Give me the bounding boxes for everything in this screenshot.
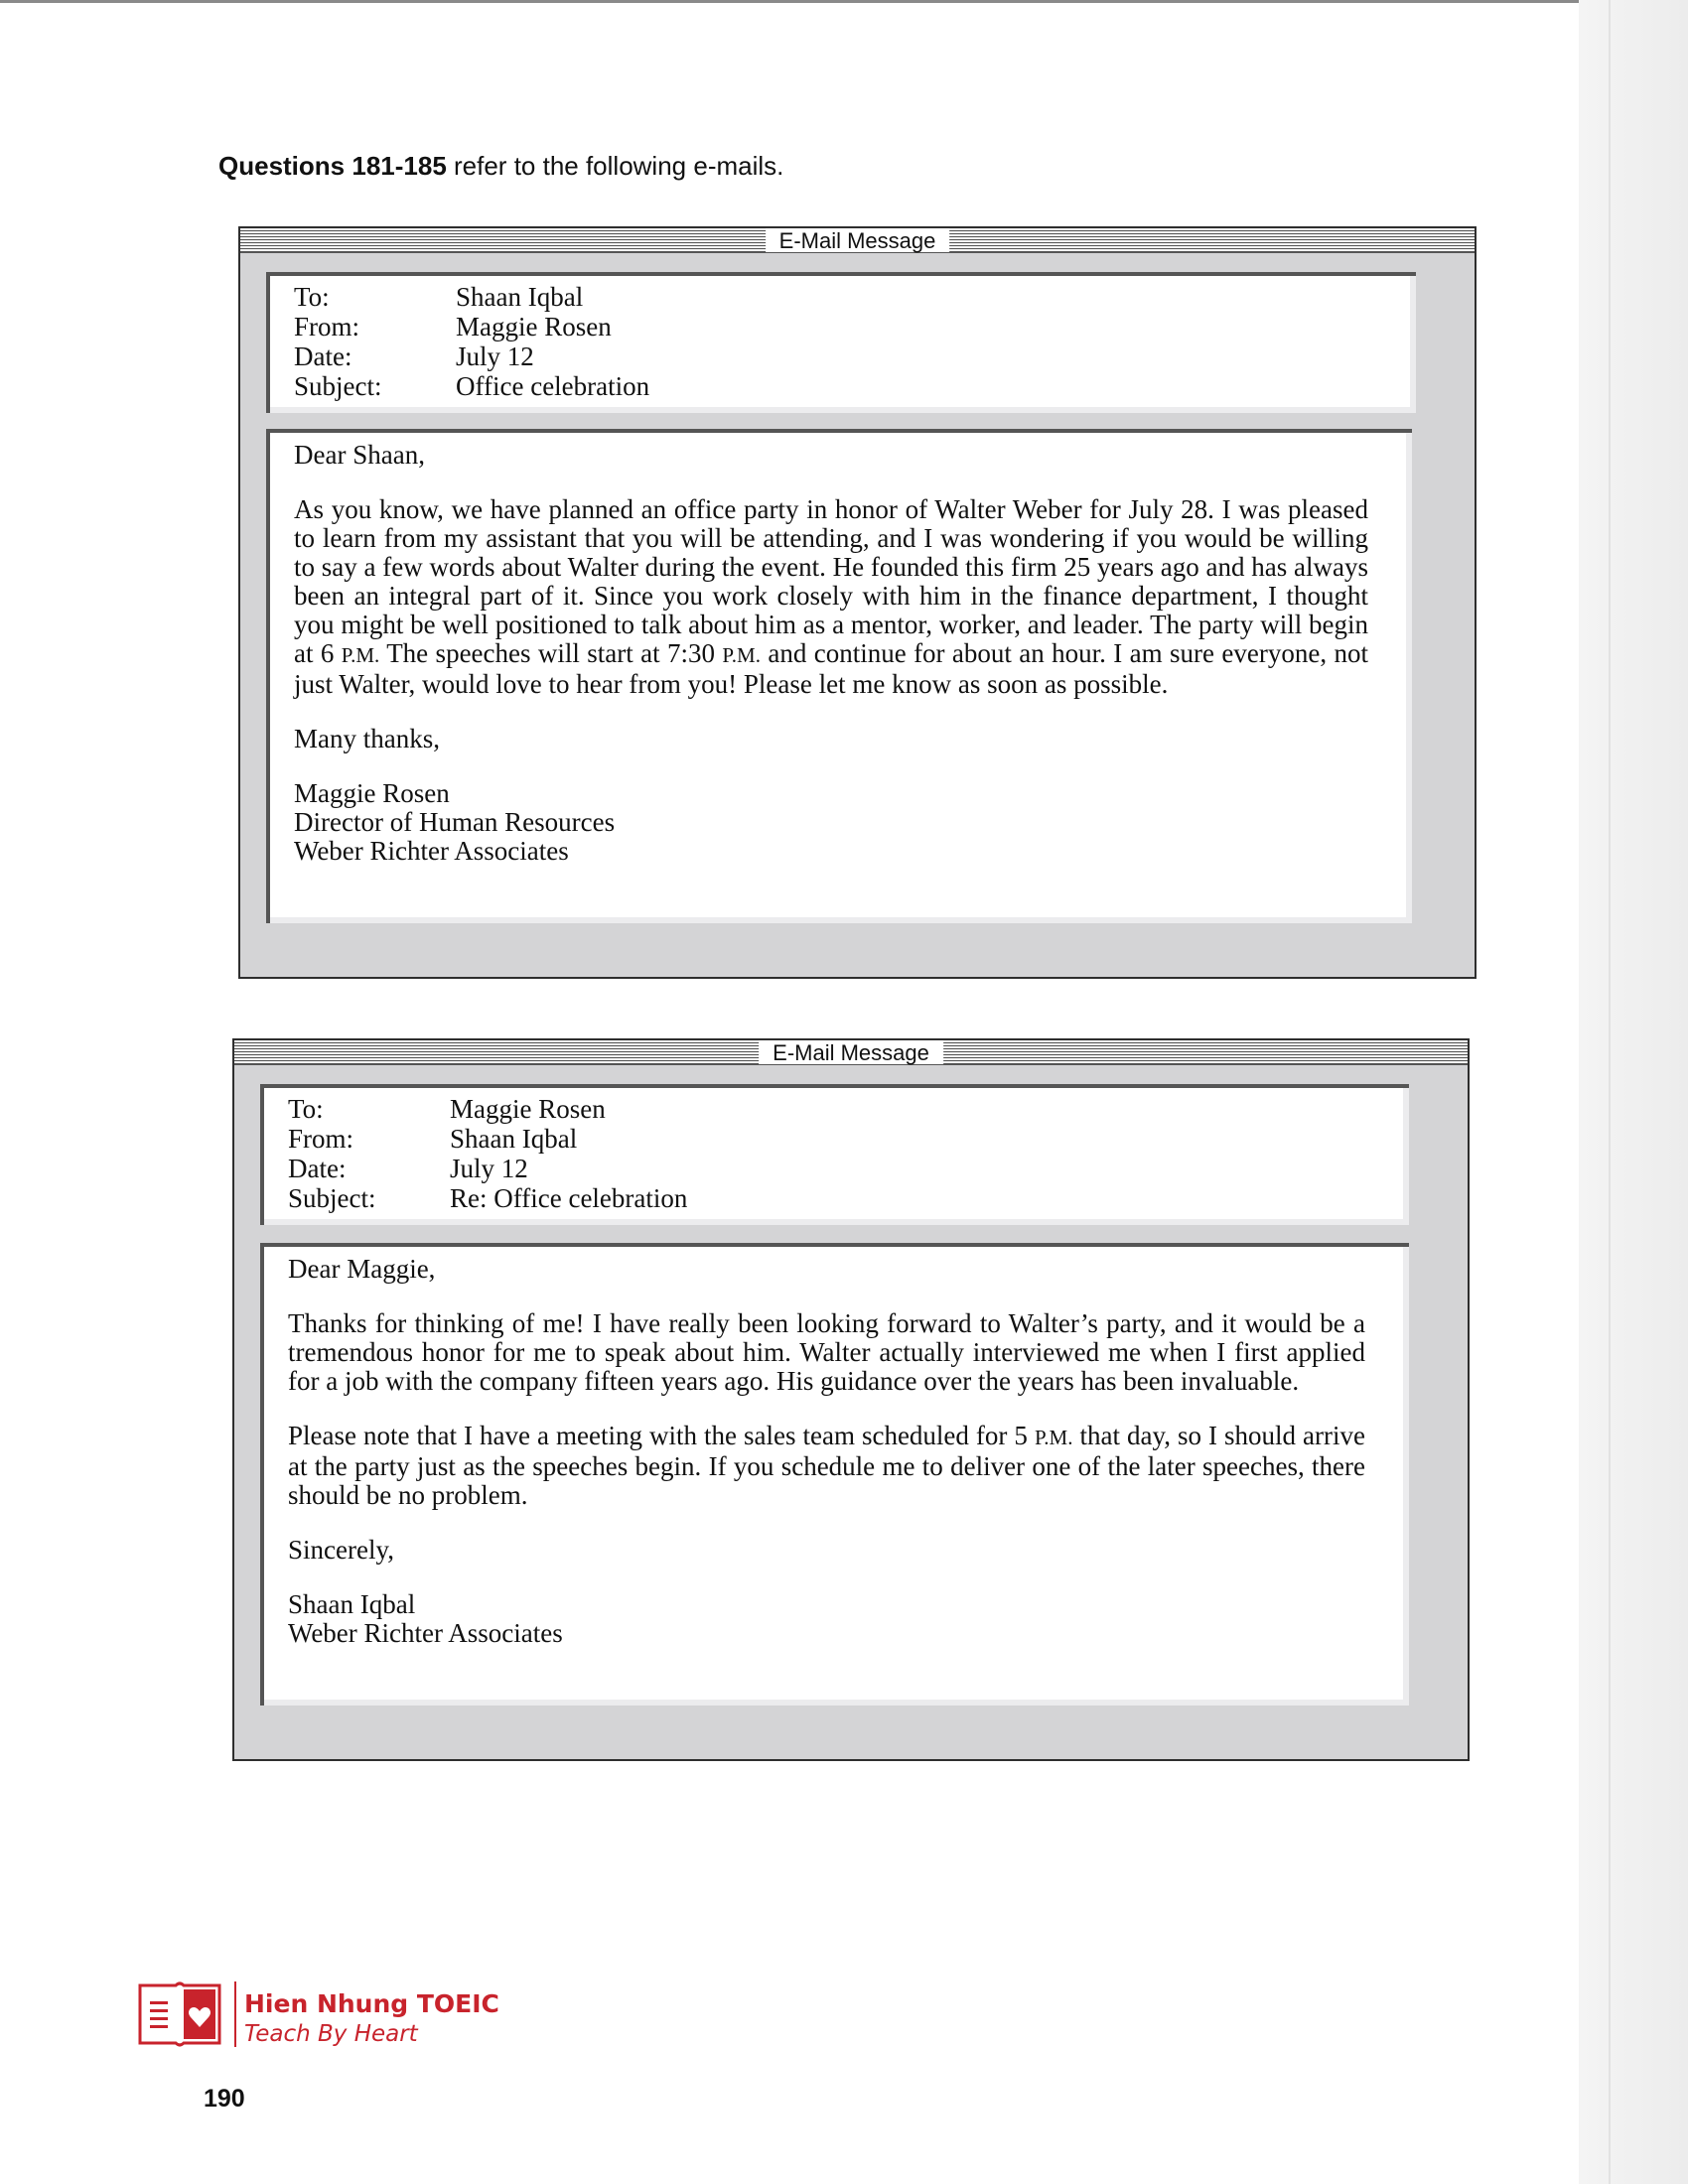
email-greeting: Dear Shaan,	[294, 440, 425, 470]
email-header-panel	[260, 1084, 1409, 1225]
signature-company: Weber Richter Associates	[288, 1618, 563, 1648]
email-title-bar	[240, 228, 1475, 253]
from-value: Maggie Rosen	[456, 312, 612, 341]
email-paragraph: Thanks for thinking of me! I have really been looking forward to Walter’s party, and it would be a tremendous honor for me to speak about him. Walter actually interviewed me when I first applied for a job with the company fifteen years ago. His guidance over the years has been invaluable.	[288, 1308, 1365, 1396]
email-message-2	[232, 1038, 1470, 1761]
to-value: Maggie Rosen	[450, 1094, 606, 1124]
signature-name: Shaan Iqbal	[288, 1589, 416, 1619]
date-value: July 12	[456, 341, 534, 371]
page-binding-edge	[1579, 0, 1688, 2184]
header-row-subject: Subject: Office celebration	[294, 371, 650, 401]
signature-company: Weber Richter Associates	[294, 836, 569, 866]
header-row-to: To: Maggie Rosen	[288, 1094, 606, 1124]
email-window-title: E-Mail Message	[759, 1040, 943, 1064]
email-window-title: E-Mail Message	[766, 228, 950, 252]
subject-value: Re: Office celebration	[450, 1183, 688, 1213]
signature-name: Maggie Rosen	[294, 778, 450, 808]
email-body-text	[294, 441, 1368, 866]
email-message-1	[238, 226, 1477, 979]
header-row-from: From: Shaan Iqbal	[288, 1124, 578, 1154]
email-paragraph: Please note that I have a meeting with the sales team scheduled for 5 P.M. that day, so I should arrive at the party just as the speeches begin. If you schedule me to deliver one of the later speeches, there should be no problem.	[288, 1421, 1365, 1510]
email-closing: Many thanks,	[294, 724, 440, 753]
page-top-edge	[0, 0, 1688, 3]
email-greeting: Dear Maggie,	[288, 1254, 436, 1284]
signature-title: Director of Human Resources	[294, 807, 616, 837]
questions-heading: Questions 181-185 refer to the following e-mails.	[218, 151, 784, 181]
email-closing: Sincerely,	[288, 1535, 394, 1565]
subject-value: Office celebration	[456, 371, 650, 401]
email-paragraph: As you know, we have planned an office party in honor of Walter Weber for July 28. I was pleased to learn from my assistant that you will be attending, and I was wondering if you would be willing to say a few words about Walter during the event. He founded this firm 25 years ago and has always been an integral part of it. Since you work closely with him in the finance department, I thought you might be well positioned to talk about him as a mentor, worker, and leader. The party will begin at 6 P.M. The speeches will start at 7:30 P.M. and continue for about an hour. I am sure everyone, not just Walter, would love to hear from you! Please let me know as soon as possible.	[294, 494, 1369, 699]
header-row-to: To: Shaan Iqbal	[294, 282, 584, 312]
brand-divider	[234, 1981, 236, 2047]
email-header-panel	[266, 272, 1416, 413]
brand-tagline: Teach By Heart	[244, 2021, 418, 2047]
email-body-text	[288, 1255, 1365, 1648]
email-title-bar	[234, 1040, 1468, 1065]
book-heart-icon	[136, 1979, 223, 2049]
email-body-panel	[266, 429, 1412, 923]
to-value: Shaan Iqbal	[456, 282, 584, 312]
email-body-panel	[260, 1243, 1409, 1706]
date-value: July 12	[450, 1154, 528, 1183]
from-value: Shaan Iqbal	[450, 1124, 578, 1154]
header-row-date: Date: July 12	[294, 341, 534, 371]
header-row-date: Date: July 12	[288, 1154, 528, 1183]
header-row-from: From: Maggie Rosen	[294, 312, 612, 341]
page-number: 190	[204, 2085, 245, 2113]
header-row-subject: Subject: Re: Office celebration	[288, 1183, 688, 1213]
brand-name: Hien Nhung TOEIC	[244, 1989, 499, 2018]
